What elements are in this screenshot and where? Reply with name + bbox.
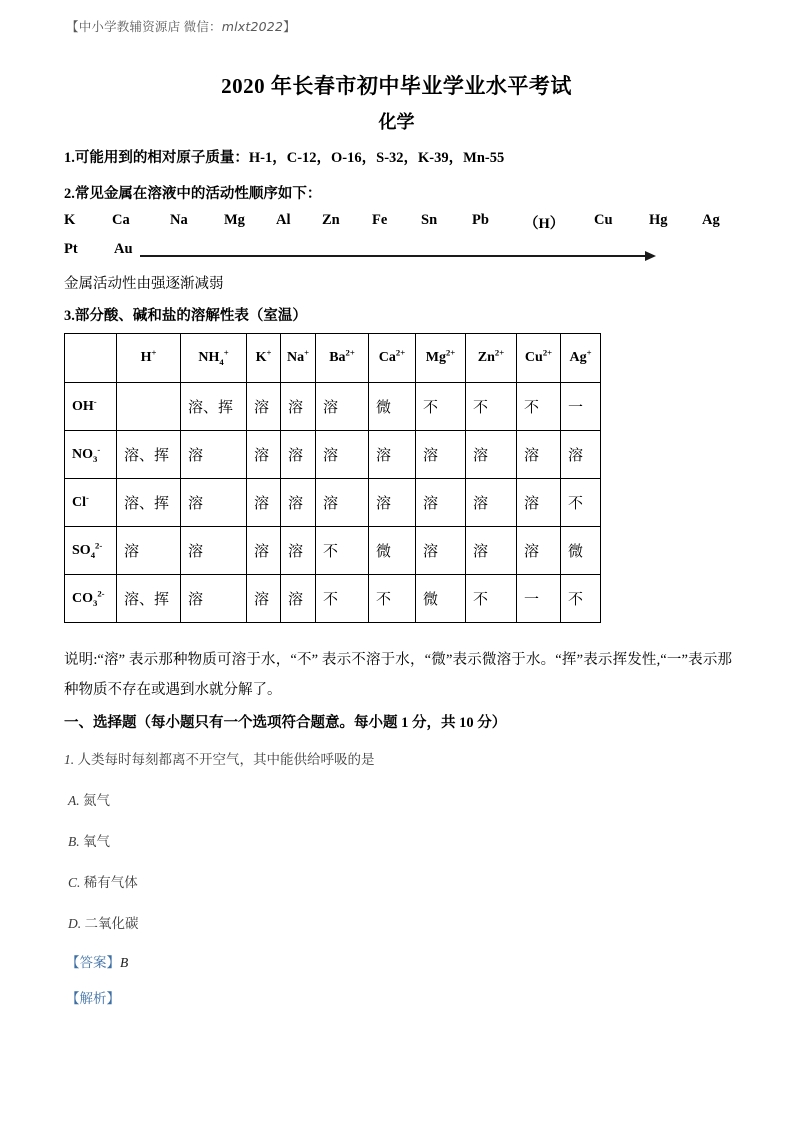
table-col-header: $Cu^{2+}$	[517, 334, 561, 383]
table-cell: 溶	[181, 431, 247, 479]
table-cell: 溶	[181, 575, 247, 623]
table-cell: 不	[561, 479, 601, 527]
question-1-option-a[interactable]	[68, 789, 110, 809]
note-activity-series: 2.常见金属在溶液中的活动性顺序如下：	[64, 186, 322, 202]
question-1-text: 人类每时每刻都离不开空气，其中能供给呼吸的是	[74, 752, 375, 767]
page-subtitle: 化学	[378, 112, 415, 132]
metal-Al: Al	[276, 212, 291, 228]
table-cell: 溶	[517, 431, 561, 479]
table-col-header: Ag+	[561, 334, 601, 383]
table-row	[65, 431, 601, 479]
watermark-wechat-label: 微信：	[183, 20, 222, 34]
metal-Na: Na	[170, 212, 188, 228]
table-cell: 溶	[281, 431, 316, 479]
table-cell: 微	[369, 527, 416, 575]
metal-Pt: Pt	[64, 241, 78, 257]
option-b-text: 氧气	[79, 834, 110, 849]
option-c-text: 稀有气体	[80, 875, 138, 890]
option-d-text: 二氧化碳	[81, 916, 139, 931]
table-row-header: $SO_4^{2-}$	[65, 527, 117, 575]
question-1-option-d[interactable]	[68, 912, 139, 932]
table-cell: 一	[517, 575, 561, 623]
table-cell: 溶	[181, 479, 247, 527]
table-cell: 溶	[281, 527, 316, 575]
table-col-header: H+	[117, 334, 181, 383]
table-cell: 不	[416, 383, 466, 431]
analysis-label: 【解析】	[66, 991, 120, 1006]
watermark-prefix: 【中小学教辅资源店	[66, 20, 181, 34]
option-a-text: 氮气	[79, 793, 110, 808]
metal-Fe: Fe	[372, 212, 388, 228]
metal-Cu: Cu	[594, 212, 613, 228]
table-cell: 溶	[281, 575, 316, 623]
table-col-header: $Mg^{2+}$	[416, 334, 466, 383]
table-col-header: $Ba^{2+}$	[316, 334, 369, 383]
table-row	[65, 575, 601, 623]
arrow-head-icon	[645, 251, 656, 261]
table-col-header: $Ca^{2+}$	[369, 334, 416, 383]
table-cell: 不	[517, 383, 561, 431]
metal-Ag: Ag	[702, 212, 720, 228]
table-cell: 溶	[416, 479, 466, 527]
table-cell: 溶	[316, 479, 369, 527]
question-1-option-b[interactable]	[68, 830, 110, 850]
table-cell: 溶	[247, 527, 281, 575]
table-cell: 溶	[247, 383, 281, 431]
table-corner-cell	[65, 334, 117, 383]
table-cell: 溶	[281, 479, 316, 527]
watermark-wechat-id: mlxt2022	[221, 19, 284, 34]
metal-Mg: Mg	[224, 212, 245, 228]
table-head	[65, 334, 601, 383]
metal-Pb: Pb	[472, 212, 489, 228]
table-cell: 一	[561, 383, 601, 431]
table-col-header: Na+	[281, 334, 316, 383]
question-1-stem	[64, 748, 375, 768]
table-cell: 溶	[247, 575, 281, 623]
table-cell: 溶	[247, 479, 281, 527]
metal-Ca: Ca	[112, 212, 130, 228]
page-title: 2020 年长春市初中毕业学业水平考试	[221, 74, 572, 98]
table-cell: 溶	[517, 527, 561, 575]
metal-Zn: Zn	[322, 212, 340, 228]
table-cell: 溶	[117, 527, 181, 575]
solubility-table	[64, 333, 601, 623]
series-caption: 金属活动性由强逐渐减弱	[64, 276, 224, 292]
analysis-line	[66, 987, 120, 1007]
table-cell: 溶	[416, 527, 466, 575]
table-cell: 不	[466, 383, 517, 431]
answer-line	[66, 951, 128, 971]
option-a-letter: A.	[68, 793, 80, 808]
metal-Sn: Sn	[421, 212, 438, 228]
table-col-header: $Zn^{2+}$	[466, 334, 517, 383]
table-row	[65, 383, 601, 431]
watermark-suffix: 】	[283, 20, 296, 34]
table-cell: 不	[316, 527, 369, 575]
table-cell: 不	[316, 575, 369, 623]
table-cell: 溶	[316, 383, 369, 431]
watermark-header	[66, 17, 296, 35]
table-cell: 微	[369, 383, 416, 431]
table-cell: 微	[561, 527, 601, 575]
table-cell: 溶	[416, 431, 466, 479]
activity-arrow	[140, 250, 656, 262]
option-c-letter: C.	[68, 875, 81, 890]
metal-H: （H）	[524, 216, 565, 232]
table-cell: 溶、挥	[117, 479, 181, 527]
table-row	[65, 479, 601, 527]
table-cell: 微	[416, 575, 466, 623]
table-cell: 溶	[247, 431, 281, 479]
section-heading-multiple-choice: 一、选择题（每小题只有一个选项符合题意。每小题 1 分，共 10 分）	[64, 715, 507, 731]
table-cell: 溶	[466, 527, 517, 575]
table-cell: 溶	[466, 431, 517, 479]
question-1-option-c[interactable]	[68, 871, 138, 891]
table-body	[65, 383, 601, 623]
table-row-header: Cl-	[65, 479, 117, 527]
question-1-number: 1.	[64, 752, 75, 767]
table-cell: 溶	[281, 383, 316, 431]
answer-value: B	[120, 955, 129, 970]
table-cell: 溶	[466, 479, 517, 527]
table-cell: 溶、挥	[117, 431, 181, 479]
table-cell: 溶、挥	[117, 575, 181, 623]
table-col-header: $NH_4^+$	[181, 334, 247, 383]
metal-Hg: Hg	[649, 212, 668, 228]
arrow-line	[140, 255, 645, 257]
table-row	[65, 527, 601, 575]
table-col-header: K+	[247, 334, 281, 383]
metal-Au: Au	[114, 241, 133, 257]
answer-label: 【答案】	[66, 955, 120, 970]
table-cell: 不	[369, 575, 416, 623]
table-cell: 溶	[316, 431, 369, 479]
table-header-row	[65, 334, 601, 383]
note-solubility-table-caption: 3.部分酸、碱和盐的溶解性表（室温）	[64, 308, 307, 324]
metal-series-row-1	[64, 212, 734, 234]
table-row-header: $CO_3^{2-}$	[65, 575, 117, 623]
table-cell: 溶、挥	[181, 383, 247, 431]
solubility-legend: 说明:“溶” 表示那种物质可溶于水，“不” 表示不溶于水，“微”表示微溶于水。“挥”表示挥发性,“一”表示那种物质不存在或遇到水就分解了。	[64, 652, 732, 698]
table-row-header: OH-	[65, 383, 117, 431]
table-cell: 不	[561, 575, 601, 623]
table-cell: 溶	[369, 431, 416, 479]
metal-series-row-2	[64, 241, 734, 263]
note-atomic-masses: 1.可能用到的相对原子质量：H-1，C-12，O-16，S-32，K-39，Mn-55	[64, 150, 505, 166]
table-cell: 溶	[517, 479, 561, 527]
table-row-header: $NO_3^-$	[65, 431, 117, 479]
option-b-letter: B.	[68, 834, 80, 849]
table-cell: 溶	[561, 431, 601, 479]
metal-K: K	[64, 212, 76, 228]
table-cell: 不	[466, 575, 517, 623]
table-cell: 溶	[181, 527, 247, 575]
option-d-letter: D.	[68, 916, 82, 931]
table-cell	[117, 383, 181, 431]
table-cell: 溶	[369, 479, 416, 527]
